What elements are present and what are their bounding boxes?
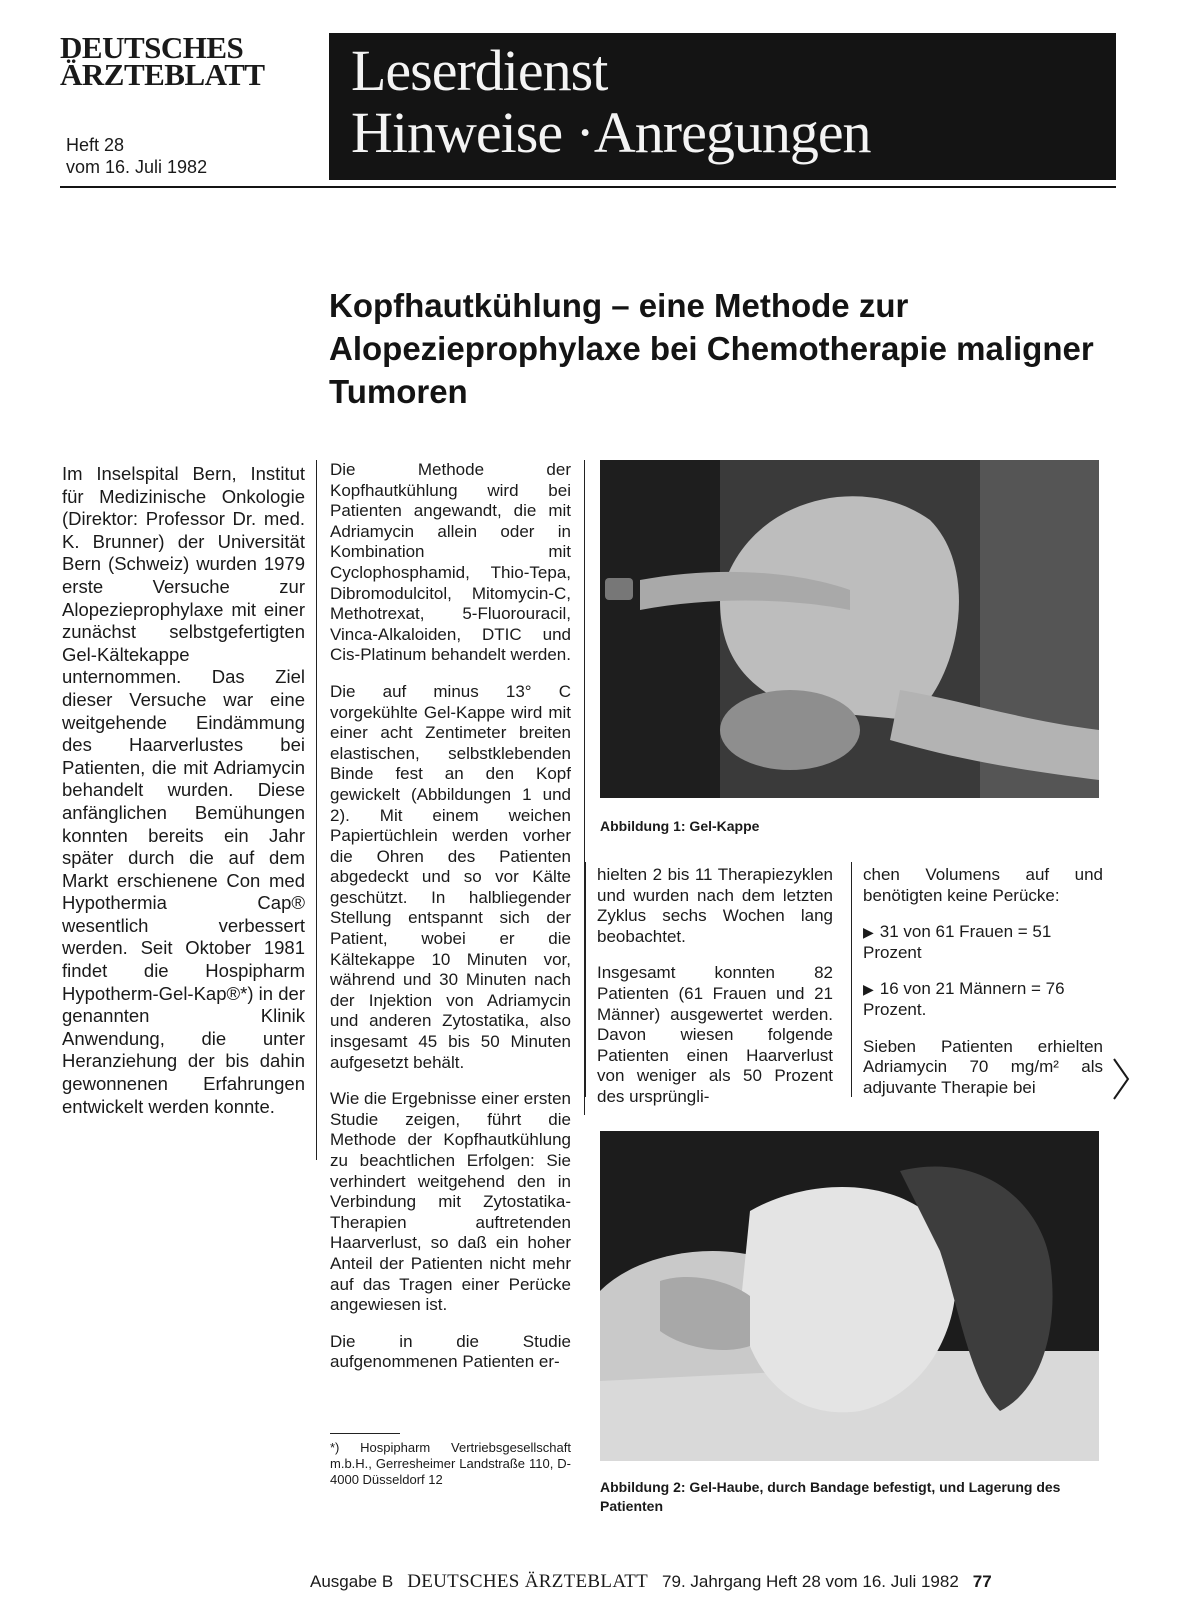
- article-column-2: [330, 460, 571, 1389]
- issue-info: [66, 134, 207, 178]
- intro-paragraph: Im Inselspital Bern, Institut für Medizinische Onkologie (Direktor: Professor Dr. med. K. Brunner) der Universität Bern (Schweiz) wurden 1979 erste Versuche zur Alopezieprophylaxe mit einer zunächst selbstgefertigten Gel-Kältekappe unternommen. Das Ziel dieser Versuche war eine weitgehende Eindämmung des Haarverlustes bei Patienten, die mit Adriamycin behandelt wurden. Diese anfänglichen Bemühungen konnten bereits ein Jahr später durch die auf dem Markt erschienene Con med Hypothermia Cap® wesentlich verbessert werden. Seit Oktober 1981 findet die Hospipharm Hypotherm-Gel-Kap®*) in der genannten Klinik Anwendung, die unter Heranziehung der bis dahin gewonnenen Erfahrungen entwickelt werden konnte.: [62, 463, 305, 1117]
- footer-edition: Ausgabe B: [310, 1572, 394, 1591]
- issue-number: Heft 28: [66, 135, 125, 155]
- page-number: 77: [972, 1572, 992, 1591]
- section-banner: [329, 33, 1116, 180]
- paragraph: Wie die Ergebnisse einer ersten Studie zeigen, führt die Methode der Kopfhautkühlung zu beachtlichen Erfolgen: Sie verhindert weitgehend den in Verbindung mit Zytostatika-Therapien auftretenden Haarverlust, so daß ein hoher Anteil der Patienten nicht mehr auf das Tragen einer Perücke angewiesen ist.: [330, 1089, 571, 1315]
- article-column-4: [863, 865, 1103, 1114]
- paragraph: hielten 2 bis 11 Therapiezyklen und wurden nach dem letzten Zyklus sechs Wochen lang beobachtet.: [597, 865, 833, 946]
- logo-line-2: ÄRZTEBLATT: [60, 57, 265, 92]
- figure-2-caption: Abbildung 2: Gel-Haube, durch Bandage befestigt, und Lagerung des Patienten: [600, 1479, 1061, 1514]
- article-column-3: [597, 865, 833, 1124]
- logo-line-1: DEUTSCHES: [60, 30, 244, 65]
- issue-date: vom 16. Juli 1982: [66, 157, 208, 177]
- result-item-women: [863, 922, 1103, 963]
- header-divider: [60, 186, 1116, 188]
- paragraph: Insgesamt konnten 82 Patienten (61 Frauen und 21 Männer) ausgewertet werden. Davon wiesen folgende Patienten einen Haarverlust von weniger als 50 Prozent des ursprüngli-: [597, 963, 833, 1106]
- paragraph: Sieben Patienten erhielten Adriamycin 70 mg/m² als adjuvante Therapie bei: [863, 1036, 1103, 1097]
- column-divider: [585, 862, 586, 1097]
- section-title-line-1: Leserdienst: [351, 38, 608, 103]
- paragraph: Die Methode der Kopfhautkühlung wird bei Patienten angewandt, die mit Adriamycin allein oder in Kombination mit Cyclophosphamid, Thio-Tepa, Dibromodulcitol, Mitomycin-C, Methotrexat, 5-Fluorouracil, Vinca-Alkaloiden, DTIC und Cis-Platinum behandelt werden.: [330, 460, 571, 665]
- footer-issue: 79. Jahrgang Heft 28 vom 16. Juli 1982: [662, 1572, 959, 1591]
- figure-2-photo: [600, 1131, 1099, 1461]
- paragraph: Die auf minus 13° C vorgekühlte Gel-Kappe wird mit einer acht Zentimeter breiten elastischen, selbstklebenden Binde fest an den Kopf gewickelt (Abbildungen 1 und 2). Mit einem weichen Papiertüchlein werden vorher die Ohren des Patienten abgedeckt und so vor Kälte geschützt. In halbliegender Stellung entspannt sich der Patient, wobei er die Kältekappe 10 Minuten vor, während und 30 Minuten nach der Injektion von Adriamycin und anderen Zytostatika, also insgesamt 45 bis 50 Minuten aufgesetzt behält.: [330, 681, 571, 1072]
- footnote: *) Hospipharm Vertriebsgesellschaft m.b.H., Gerresheimer Landstraße 110, D-4000 Düsseldorf 12: [330, 1440, 571, 1487]
- paragraph: Die in die Studie aufgenommenen Patienten er-: [330, 1331, 571, 1372]
- continue-arrow-icon: [1112, 1057, 1130, 1101]
- figure-1-caption: Abbildung 1: Gel-Kappe: [600, 818, 760, 834]
- gel-hood-photo-illustration: [600, 1131, 1099, 1461]
- result-item-men: [863, 979, 1103, 1020]
- result-women-text: 31 von 61 Frauen = 51 Prozent: [863, 922, 1052, 962]
- article-column-1: [62, 463, 305, 1134]
- journal-logo: [60, 30, 300, 92]
- bullet-triangle-icon: ▶: [863, 981, 874, 998]
- gel-cap-photo-illustration: [600, 460, 1099, 798]
- footer-journal: DEUTSCHES ÄRZTEBLATT: [407, 1571, 649, 1592]
- section-title-line-2: Hinweise ·Anregungen: [351, 100, 871, 165]
- result-men-text: 16 von 21 Männern = 76 Prozent.: [863, 979, 1065, 1019]
- bullet-triangle-icon: ▶: [863, 924, 874, 941]
- column-divider: [851, 862, 852, 1097]
- article-title: Kopfhautkühlung – eine Methode zur Alopezieprophylaxe bei Chemotherapie maligner Tumoren: [329, 287, 1094, 410]
- figure-1-photo: [600, 460, 1099, 798]
- footnote-divider: [330, 1433, 400, 1434]
- paragraph: chen Volumens auf und benötigten keine Perücke:: [863, 865, 1103, 905]
- column-divider: [316, 460, 317, 1160]
- page-footer: [310, 1571, 1110, 1593]
